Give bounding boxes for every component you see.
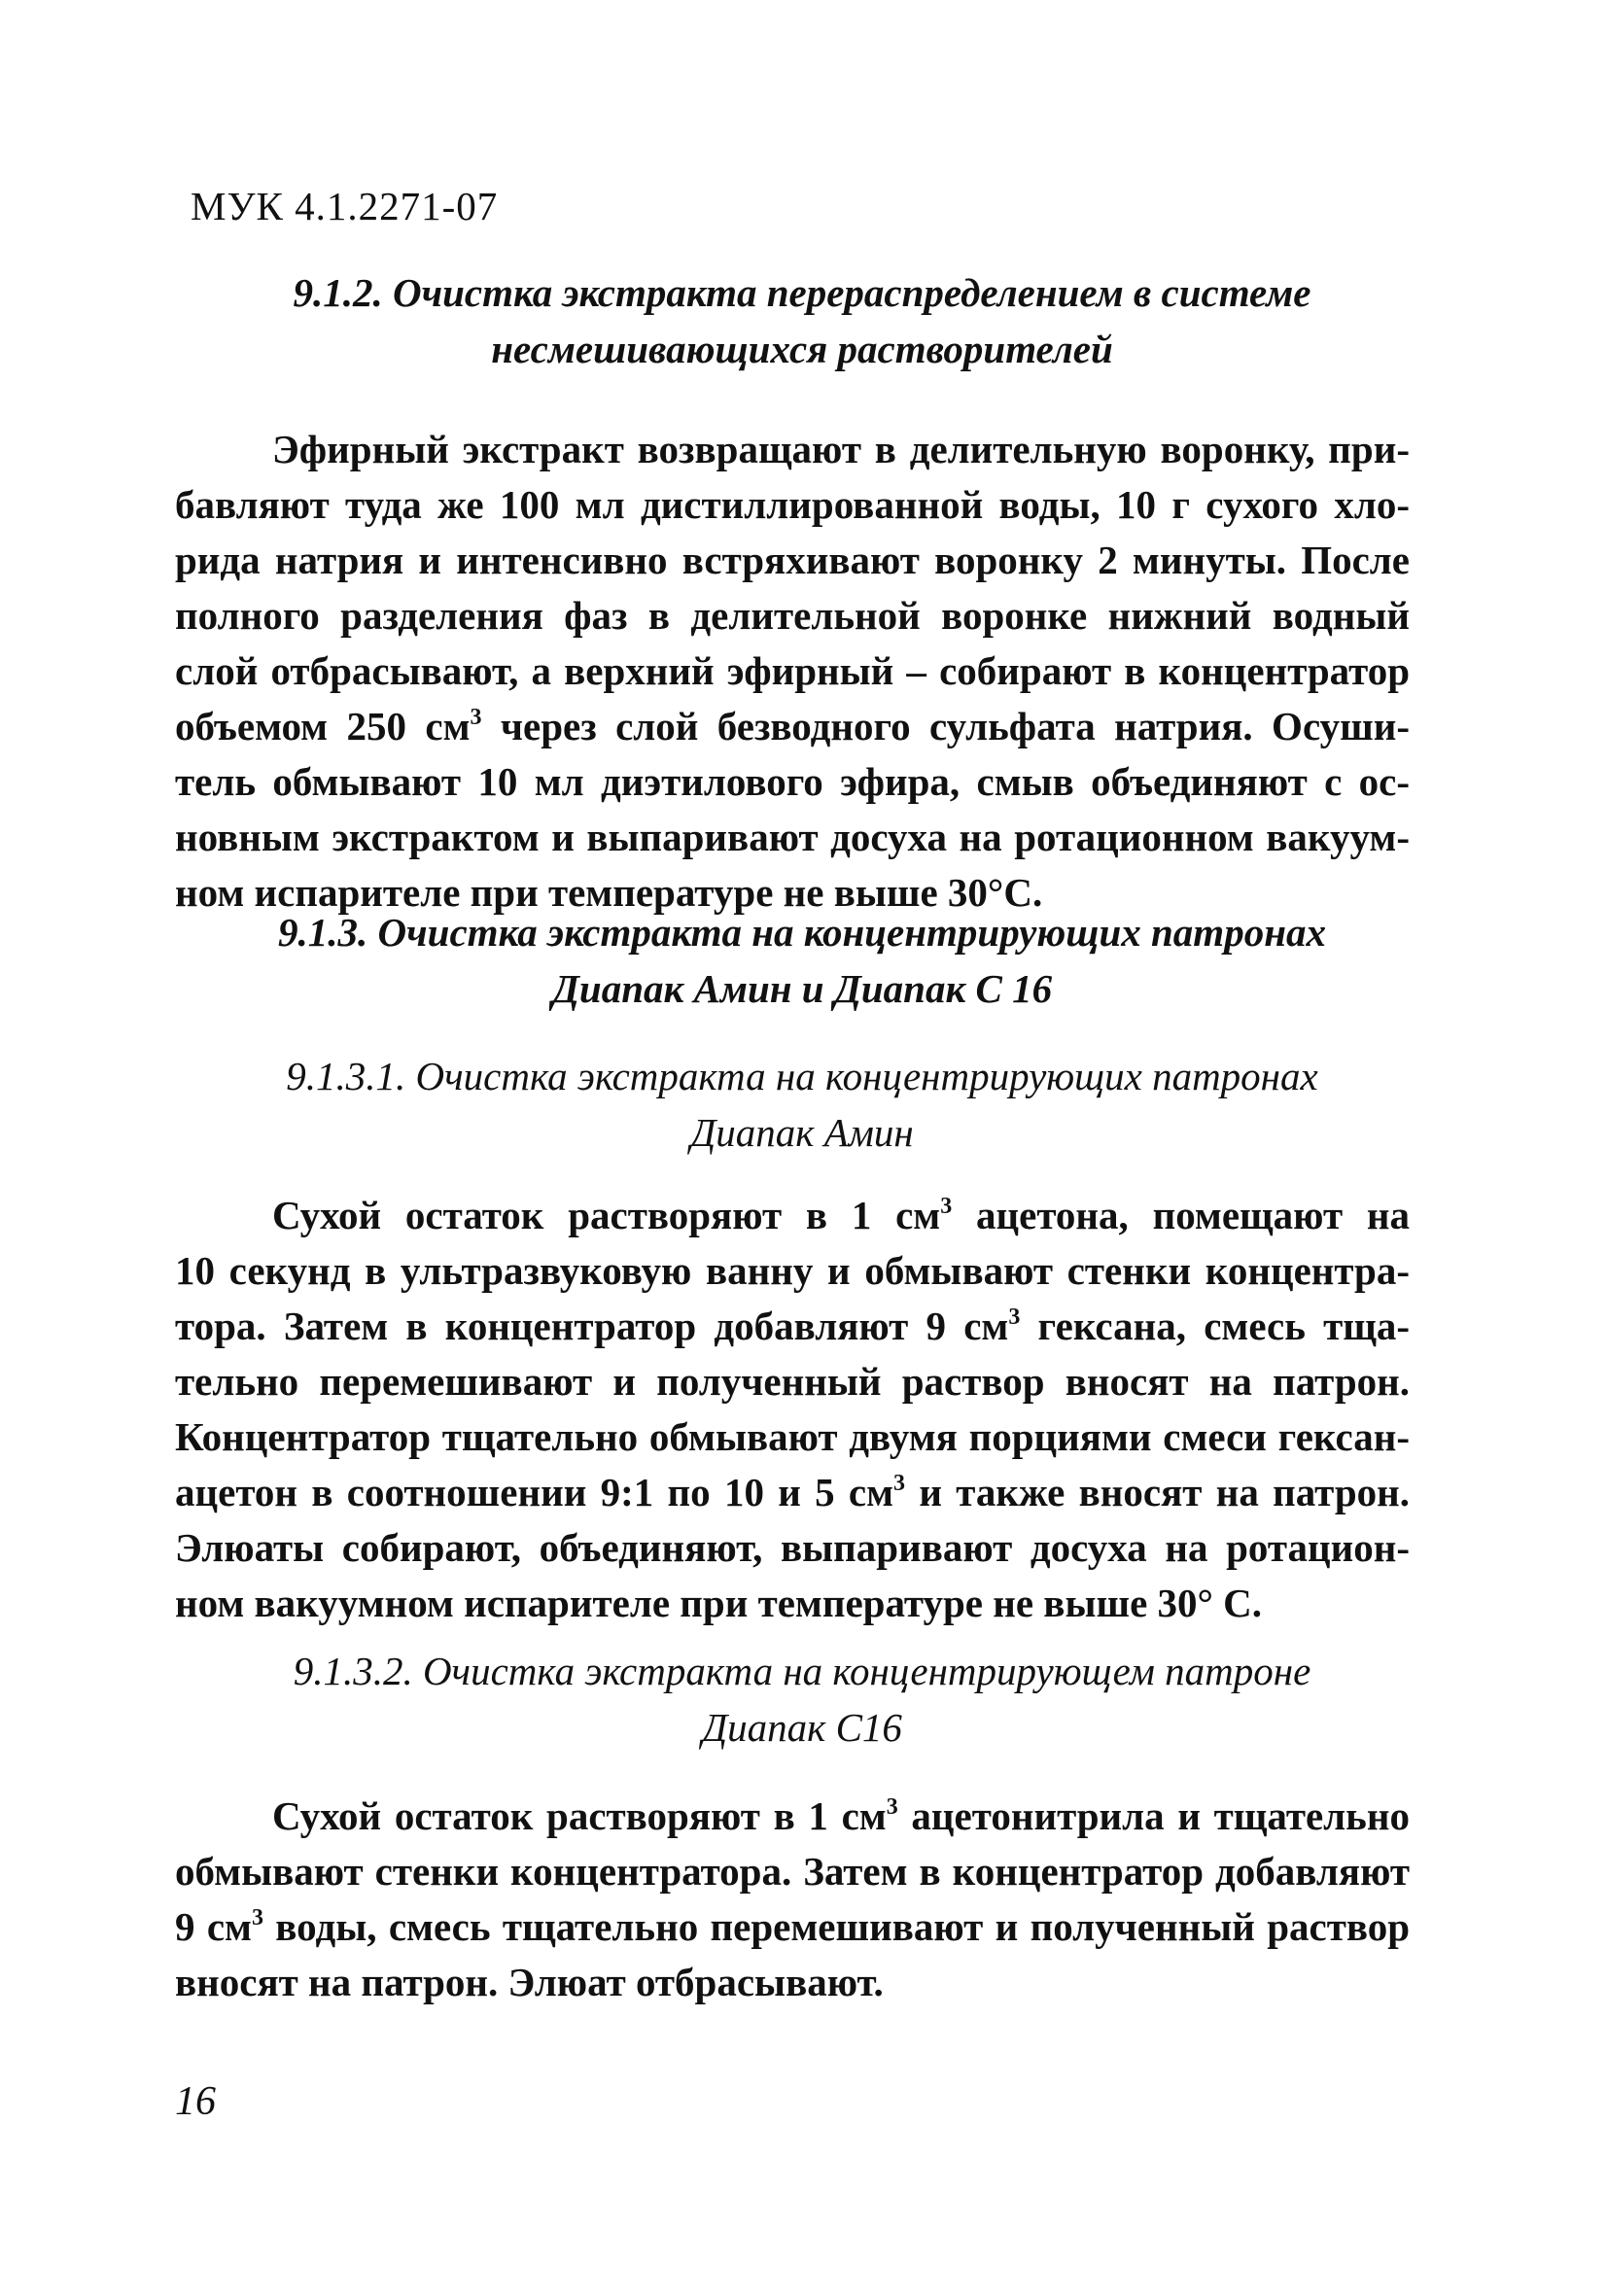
- paragraph-line: Концентратор тщательно обмывают двумя порциями смеси гексан-: [175, 1414, 1410, 1459]
- heading-line: несмешивающихся растворителей: [491, 327, 1113, 371]
- superscript: 3: [470, 705, 482, 730]
- paragraph-line: обмывают стенки концентратора. Затем в концентратор добавляют: [175, 1849, 1410, 1894]
- section-9-1-2-paragraph: [175, 422, 1410, 921]
- section-9-1-3-2-paragraph: [175, 1789, 1410, 2010]
- line-text: объемом 250 см: [175, 704, 471, 748]
- heading-line: 9.1.3.1. Очистка экстракта на концентрирующих патронах: [286, 1054, 1318, 1098]
- line-text: тора. Затем в концентратор добавляют 9 см: [175, 1304, 1009, 1348]
- paragraph-line: ном вакуумном испарителе при температуре не выше 30° С.: [175, 1581, 1263, 1625]
- section-9-1-3-1-paragraph: [175, 1188, 1410, 1631]
- section-9-1-2-heading: [175, 264, 1429, 377]
- heading-line: Диапак Амин и Диапак С 16: [551, 966, 1053, 1011]
- line-text: и также вносят на патрон.: [905, 1470, 1410, 1514]
- paragraph-line: [175, 1299, 1410, 1354]
- paragraph-line: [175, 1789, 1410, 1844]
- paragraph-line: Элюаты собирают, объединяют, выпаривают досуха на ротацион-: [175, 1525, 1410, 1570]
- paragraph-line: [175, 699, 1410, 754]
- section-9-1-3-1-heading: [175, 1048, 1429, 1161]
- paragraph-line: 10 секунд в ультразвуковую ванну и обмывают стенки концентра-: [175, 1248, 1410, 1293]
- heading-line: Диапак С16: [702, 1705, 902, 1750]
- line-text: через слой безводного сульфата натрия. Осуши-: [500, 704, 1410, 748]
- paragraph-line: тельно перемешивают и полученный раствор вносят на патрон.: [175, 1359, 1410, 1404]
- superscript: 3: [886, 1794, 898, 1820]
- document-code: МУК 4.1.2271-07: [191, 184, 499, 228]
- line-text: гексана, смесь тща-: [1020, 1304, 1410, 1348]
- superscript: 3: [1008, 1305, 1021, 1330]
- paragraph-line: ном испарителе при температуре не выше 30°С.: [175, 870, 1043, 915]
- section-9-1-3-heading: [175, 904, 1429, 1017]
- paragraph-line: [175, 1188, 1410, 1243]
- line-text: ацетонитрила и тщательно: [897, 1793, 1410, 1838]
- paragraph-line: [175, 1465, 1410, 1520]
- section-9-1-3-2-heading: [175, 1643, 1429, 1756]
- line-text: воды, смесь тщательно перемешивают и полученный раствор: [262, 1904, 1411, 1949]
- line-text: Сухой остаток растворяют в 1 см: [272, 1193, 941, 1237]
- paragraph-line: рида натрия и интенсивно встряхивают воронку 2 минуты. После: [175, 538, 1410, 582]
- paragraph-line: новным экстрактом и выпаривают досуха на ротационном вакуум-: [175, 815, 1410, 859]
- heading-line: 9.1.3.2. Очистка экстракта на концентрирующем патроне: [293, 1649, 1311, 1693]
- page-number: 16: [175, 2079, 216, 2124]
- paragraph-line: тель обмывают 10 мл диэтилового эфира, смыв объединяют с ос-: [175, 759, 1410, 804]
- line-text: ацетона, помещают на: [952, 1193, 1410, 1237]
- paragraph-line: Эфирный экстракт возвращают в делительную воронку, при-: [272, 427, 1410, 471]
- heading-line: Диапак Амин: [690, 1110, 914, 1155]
- paragraph-line: [175, 1899, 1410, 1955]
- paragraph-line: полного разделения фаз в делительной воронке нижний водный: [175, 593, 1410, 638]
- paragraph-line: вносят на патрон. Элюат отбрасывают.: [175, 1960, 884, 2004]
- line-text: Сухой остаток растворяют в 1 см: [272, 1793, 887, 1838]
- paragraph-line: бавляют туда же 100 мл дистиллированной воды, 10 г сухого хло-: [175, 482, 1410, 527]
- heading-line: 9.1.3. Очистка экстракта на концентрирующих патронах: [278, 910, 1326, 955]
- superscript: 3: [893, 1471, 906, 1496]
- superscript: 3: [940, 1194, 953, 1219]
- line-text: ацетон в соотношении 9:1 по 10 и 5 см: [175, 1470, 894, 1514]
- superscript: 3: [251, 1905, 263, 1931]
- heading-line: 9.1.2. Очистка экстракта перераспределением в системе: [293, 270, 1311, 315]
- paragraph-line: слой отбрасывают, а верхний эфирный – собирают в концентратор: [175, 648, 1410, 693]
- line-text: 9 см: [175, 1904, 252, 1949]
